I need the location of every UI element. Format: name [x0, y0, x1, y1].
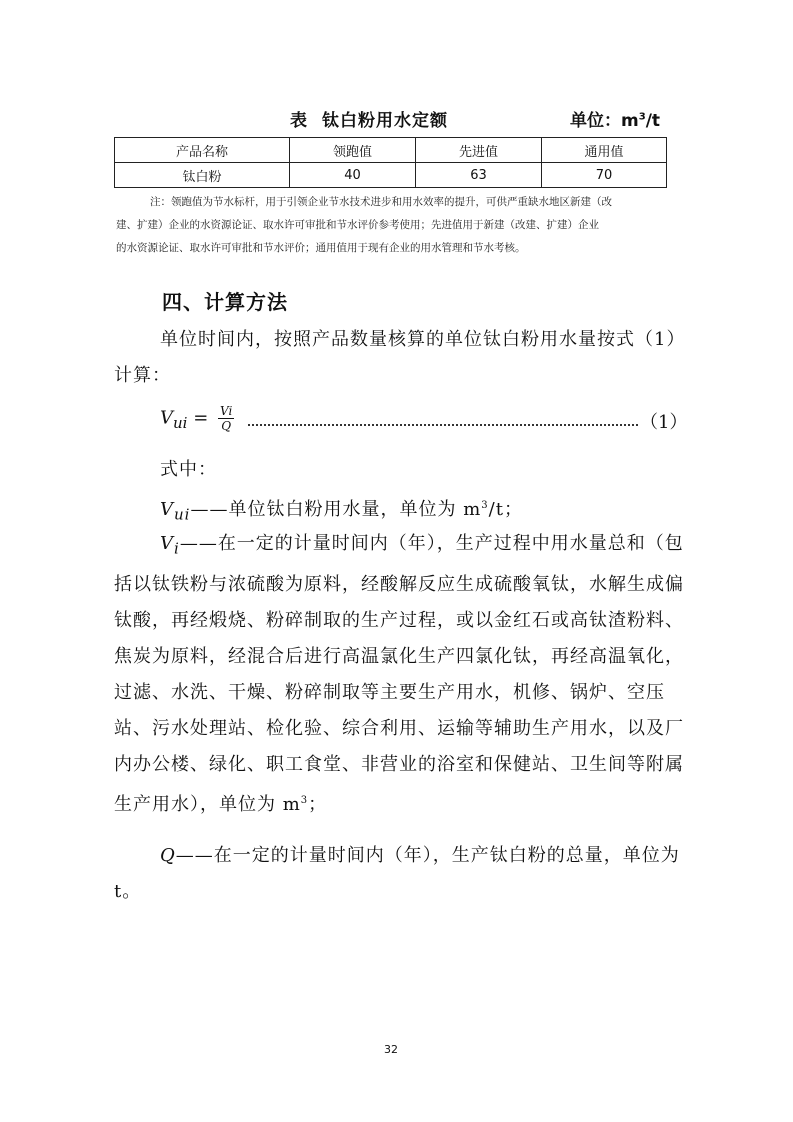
formula-denominator: Q	[221, 419, 232, 433]
definition-vi-tail: ；	[308, 793, 328, 815]
definition-vui-tail: /t；	[488, 499, 523, 520]
note-line-2: 建、扩建）企业的水资源论证、取水许可审批和节水评价参考使用；先进值用于新建（改建、扩建）企业	[116, 219, 599, 231]
formula-1	[160, 404, 688, 448]
section-heading: 四、计算方法	[162, 290, 288, 314]
definition-vui-text: ——单位钛白粉用水量，单位为 m	[190, 499, 482, 520]
definition-q	[114, 838, 684, 910]
note-line-1: 注：领跑值为节水标杆，用于引领企业节水技术进步和用水效率的提升，可供严重缺水地区新建（改	[150, 196, 612, 208]
equation-number: （1）	[640, 412, 688, 433]
table-header-row	[115, 138, 667, 163]
symbol-vui-sub: ui	[174, 505, 191, 524]
symbol-vui: V	[160, 499, 174, 520]
header-leading-value: 领跑值	[290, 138, 416, 163]
unit-label-sup: 3	[638, 111, 646, 123]
table-title-prefix: 表	[290, 111, 308, 131]
cell-leading: 40	[290, 163, 416, 188]
header-product-name: 产品名称	[115, 138, 290, 163]
leader-dots	[248, 414, 638, 426]
definition-vi-sup: 3	[300, 794, 309, 806]
formula-numerator: Vi	[220, 404, 233, 418]
page-number: 32	[384, 1043, 398, 1056]
header-general-value: 通用值	[542, 138, 667, 163]
definition-vi-text: ——在一定的计量时间内（年），生产过程中用水量总和（包括以钛铁粉与浓硫酸为原料，经酸解反应生成硫酸氧钛，水解生成偏钛酸，再经煅烧、粉碎制取的生产过程，或以金红石或高钛渣粉料、焦炭为原料，经混合后进行高温氯化生产四氯化钛，再经高温氧化，过滤、水洗、干燥、粉碎制取等主要生产用水，机修、锅炉、空压站、污水处理站、检化验、综合利用、运输等辅助生产用水，以及厂内办公楼、绿化、职工食堂、非营业的浴室和保健站、卫生间等附属生产用水），单位为 m	[114, 533, 684, 815]
cell-product: 钛白粉	[115, 163, 290, 188]
formula-fraction	[218, 404, 234, 433]
unit-label-text: 单位：m	[570, 111, 639, 131]
intro-paragraph: 单位时间内，按照产品数量核算的单位钛白粉用水量按式（1）计算：	[114, 329, 677, 386]
where-label: 式中：	[160, 459, 217, 480]
formula-lhs-sub: ui	[173, 414, 188, 433]
table-title	[290, 106, 448, 131]
unit-label-tail: /t	[645, 111, 661, 131]
water-quota-table	[114, 137, 667, 188]
symbol-q: Q	[160, 845, 176, 866]
header-advanced-value: 先进值	[416, 138, 542, 163]
formula-lhs: V	[160, 407, 173, 429]
cell-advanced: 63	[416, 163, 542, 188]
formula-equals: =	[193, 407, 209, 429]
unit-label	[570, 106, 660, 131]
definition-vi	[114, 526, 684, 823]
table-row	[115, 163, 667, 188]
table-note	[116, 191, 672, 260]
note-line-3: 的水资源论证、取水许可审批和节水评价；通用值用于现有企业的用水管理和节水考核。	[116, 242, 526, 254]
symbol-vi-sub: i	[174, 539, 180, 558]
cell-general: 70	[542, 163, 667, 188]
definition-q-text: ——在一定的计量时间内（年），生产钛白粉的总量，单位为 t。	[114, 845, 680, 902]
definition-vui-sup: 3	[481, 500, 489, 511]
symbol-vi: V	[160, 533, 174, 554]
table-title-text: 钛白粉用水定额	[322, 111, 448, 131]
